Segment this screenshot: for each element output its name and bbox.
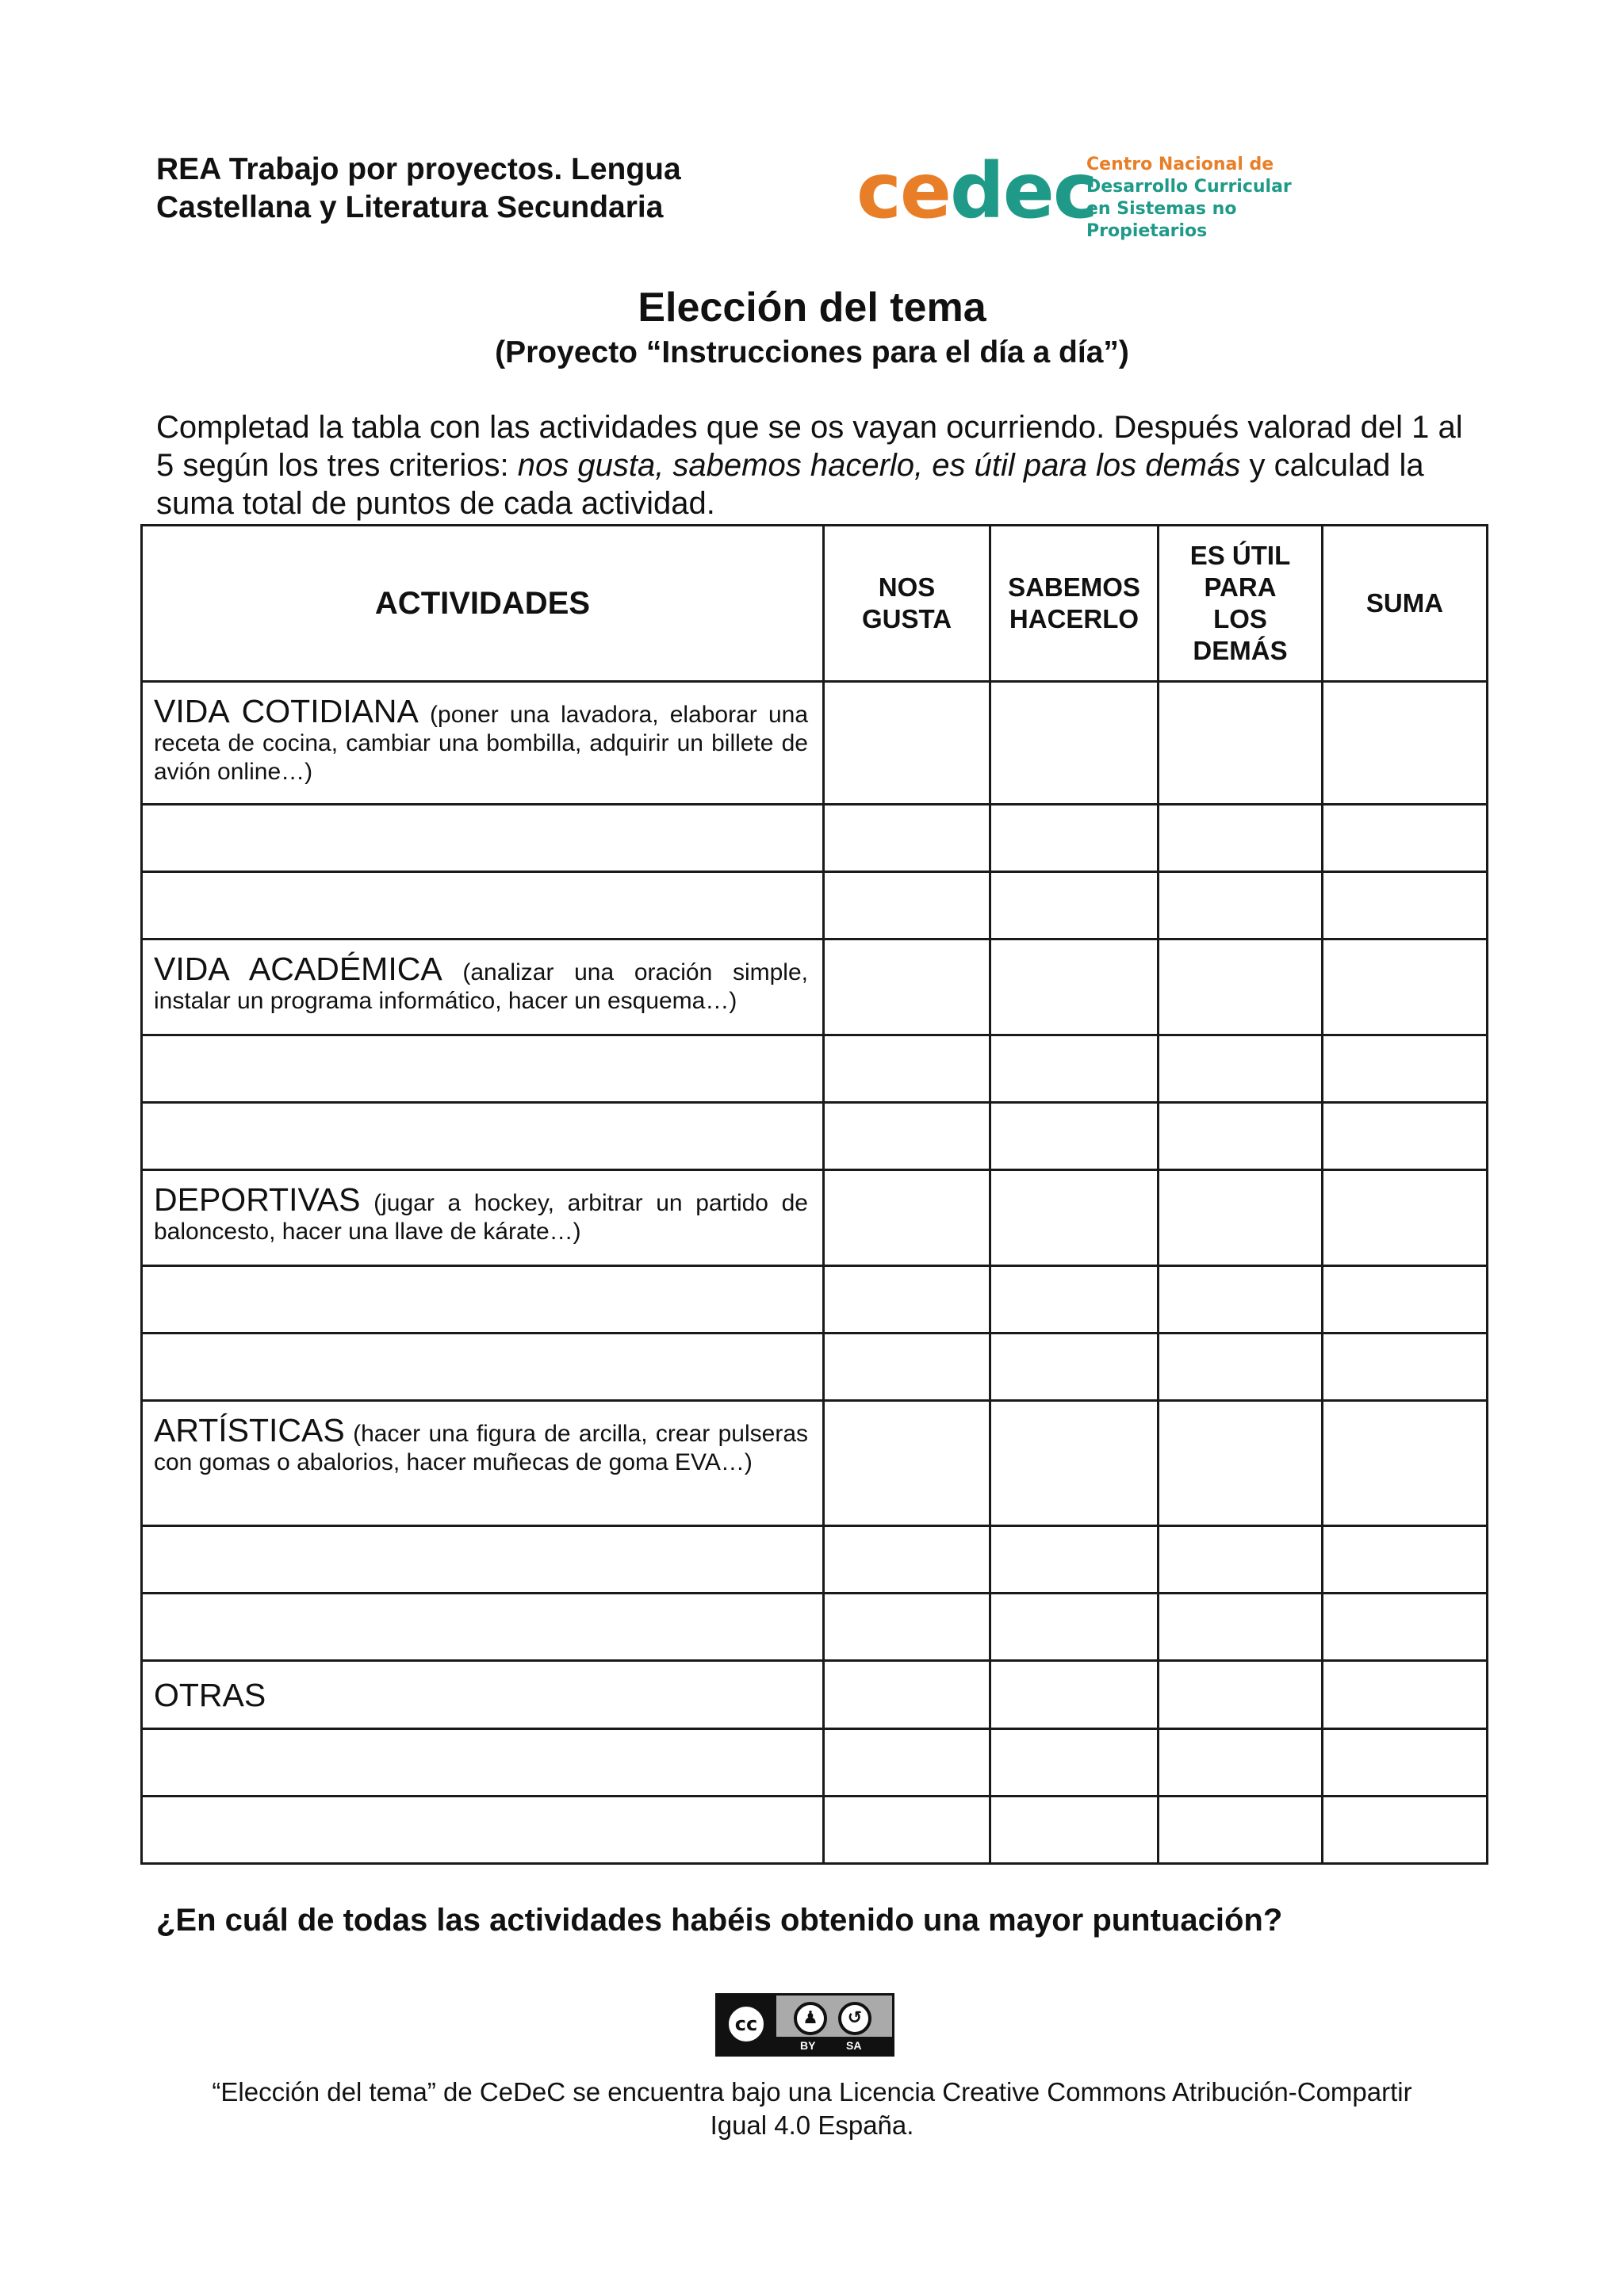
cc-icon: cc [726, 2003, 767, 2045]
score-cell[interactable] [824, 682, 990, 805]
score-cell[interactable] [1159, 939, 1323, 1035]
cc-badge-strip [776, 2037, 892, 2054]
cc-by-label: BY [800, 2039, 816, 2052]
header-title-line2: Castellana y Literatura Secundaria [156, 190, 664, 224]
score-cell[interactable] [990, 1170, 1159, 1266]
cc-sa-label: SA [846, 2039, 862, 2052]
score-cell[interactable] [1159, 1661, 1323, 1729]
license-footer [159, 2076, 1465, 2142]
question-text: ¿En cuál de todas las actividades habéis obtenido una mayor puntuación? [156, 1903, 1283, 1938]
score-cell[interactable] [1159, 1401, 1323, 1526]
activity-entry-cell[interactable] [142, 1266, 824, 1334]
table-row [142, 1266, 1488, 1334]
header-title-line1: REA Trabajo por proyectos. Lengua [156, 152, 681, 186]
score-cell[interactable] [990, 1661, 1159, 1729]
score-cell[interactable] [990, 872, 1159, 939]
instructions-text-after: y calculad la suma total de puntos de cada actividad. [156, 448, 1424, 521]
score-cell[interactable] [990, 1526, 1159, 1594]
score-cell[interactable] [990, 1334, 1159, 1401]
category-name-cotidiana: VIDA COTIDIANA [154, 693, 419, 729]
score-cell[interactable] [990, 939, 1159, 1035]
category-cell-deportivas [142, 1170, 824, 1266]
score-cell[interactable] [824, 1526, 990, 1594]
sum-cell[interactable] [1323, 1661, 1488, 1729]
sum-cell[interactable] [1323, 1170, 1488, 1266]
activity-entry-cell[interactable] [142, 1526, 824, 1594]
sum-cell[interactable] [1323, 1526, 1488, 1594]
table-header-row [142, 526, 1488, 682]
table-row [142, 1526, 1488, 1594]
table-row [142, 1103, 1488, 1170]
instructions-text-before: Completad la tabla con las actividades que se os vayan ocurriendo. Después valorad del 1 al 5 según los tres criterios: [156, 410, 1463, 483]
table-row [142, 872, 1488, 939]
score-cell[interactable] [990, 805, 1159, 872]
cedec-logo-word [856, 147, 1097, 235]
activities-table [140, 524, 1488, 1865]
sum-cell[interactable] [1323, 1797, 1488, 1864]
score-cell[interactable] [824, 1170, 990, 1266]
category-desc-deportivas: (jugar a hockey, arbitrar un partido de baloncesto, hacer una llave de kárate…) [154, 1190, 808, 1245]
score-cell[interactable] [824, 939, 990, 1035]
header-es-util [1159, 526, 1323, 682]
score-cell[interactable] [990, 1103, 1159, 1170]
header-activities: ACTIVIDADES [142, 526, 824, 682]
category-cell-cotidiana [142, 682, 824, 805]
category-name-deportivas: DEPORTIVAS [154, 1181, 361, 1218]
category-desc-cotidiana: (poner una lavadora, elaborar una receta de cocina, cambiar una bombilla, adquirir un billete de avión online…) [154, 702, 809, 785]
sum-cell[interactable] [1323, 1103, 1488, 1170]
header-util-line3: LOS [1213, 604, 1267, 633]
category-desc-artisticas: (hacer una figura de arcilla, crear pulseras con gomas o abalorios, hacer muñecas de goma EVA…) [154, 1421, 808, 1475]
category-cell-artisticas [142, 1401, 824, 1526]
header-nos-gusta-line2: GUSTA [861, 604, 952, 633]
table-row [142, 1797, 1488, 1864]
score-cell[interactable] [1159, 805, 1323, 872]
score-cell[interactable] [1159, 1594, 1323, 1661]
score-cell[interactable] [1159, 682, 1323, 805]
sum-cell[interactable] [1323, 872, 1488, 939]
header-sabemos-line2: HACERLO [1009, 604, 1139, 633]
header-util-line1: ES ÚTIL [1189, 541, 1291, 570]
activity-entry-cell[interactable] [142, 1103, 824, 1170]
attribution-icon: ♟ [794, 2002, 827, 2035]
table-row-category-deportivas [142, 1170, 1488, 1266]
score-cell[interactable] [824, 1797, 990, 1864]
license-footer-line1: “Elección del tema” de CeDeC se encuentra bajo una Licencia Creative Commons Atribución-Compartir [212, 2077, 1412, 2107]
activity-entry-cell[interactable] [142, 872, 824, 939]
score-cell[interactable] [824, 1401, 990, 1526]
share-alike-icon: ↺ [838, 2002, 871, 2035]
category-cell-academica [142, 939, 824, 1035]
category-name-artisticas: ARTÍSTICAS [154, 1412, 345, 1448]
table-row [142, 805, 1488, 872]
activity-entry-cell[interactable] [142, 805, 824, 872]
activity-entry-cell[interactable] [142, 1797, 824, 1864]
license-footer-line2: Igual 4.0 España. [710, 2110, 914, 2140]
page-title: Elección del tema [638, 285, 986, 331]
cc-by-sa-license-badge[interactable] [715, 1993, 894, 2057]
activity-entry-cell[interactable] [142, 1594, 824, 1661]
logo-tagline-line1: Centro Nacional de [1086, 155, 1274, 174]
sum-cell[interactable] [1323, 805, 1488, 872]
category-desc-academica: (analizar una oración simple, instalar un programa informático, hacer un esquema…) [154, 959, 808, 1014]
table-row [142, 1334, 1488, 1401]
score-cell[interactable] [990, 1035, 1159, 1103]
sum-cell[interactable] [1323, 682, 1488, 805]
score-cell[interactable] [1159, 1526, 1323, 1594]
table-row [142, 1594, 1488, 1661]
score-cell[interactable] [990, 1797, 1159, 1864]
logo-word-part1: ce [856, 147, 951, 235]
cedec-logo [856, 147, 1332, 241]
sum-cell[interactable] [1323, 1334, 1488, 1401]
activity-entry-cell[interactable] [142, 1035, 824, 1103]
score-cell[interactable] [1159, 1035, 1323, 1103]
score-cell[interactable] [824, 1103, 990, 1170]
score-cell[interactable] [824, 1661, 990, 1729]
score-cell[interactable] [990, 682, 1159, 805]
score-cell[interactable] [824, 1729, 990, 1797]
logo-tagline-line3: en Sistemas no Propietarios [1086, 199, 1237, 241]
table-row-category-artisticas [142, 1401, 1488, 1526]
score-cell[interactable] [824, 1334, 990, 1401]
cedec-logo-tagline [1086, 154, 1340, 243]
page-subtitle: (Proyecto “Instrucciones para el día a día”) [495, 335, 1129, 369]
sum-cell[interactable] [1323, 1594, 1488, 1661]
score-cell[interactable] [1159, 1266, 1323, 1334]
score-cell[interactable] [990, 1401, 1159, 1526]
header-sabemos-hacerlo [990, 526, 1159, 682]
header-sabemos-line1: SABEMOS [1008, 572, 1140, 602]
sum-cell[interactable] [1323, 1266, 1488, 1334]
score-cell[interactable] [990, 1266, 1159, 1334]
score-cell[interactable] [1159, 1334, 1323, 1401]
score-cell[interactable] [824, 872, 990, 939]
header-title [156, 151, 759, 227]
score-cell[interactable] [1159, 1797, 1323, 1864]
header-util-line4: DEMÁS [1193, 636, 1288, 665]
score-cell[interactable] [824, 1594, 990, 1661]
table-row-category-otras [142, 1661, 1488, 1729]
sum-cell[interactable] [1323, 939, 1488, 1035]
score-cell[interactable] [824, 805, 990, 872]
header-util-line2: PARA [1204, 572, 1277, 602]
sum-cell[interactable] [1323, 1401, 1488, 1526]
score-cell[interactable] [990, 1729, 1159, 1797]
table-row [142, 1729, 1488, 1797]
score-cell[interactable] [824, 1266, 990, 1334]
header-suma: SUMA [1323, 526, 1488, 682]
logo-tagline-line2: Desarrollo Curricular [1086, 177, 1292, 197]
score-cell[interactable] [990, 1594, 1159, 1661]
table-row-category-academica [142, 939, 1488, 1035]
score-cell[interactable] [1159, 1170, 1323, 1266]
instructions-criteria: nos gusta, sabemos hacerlo, es útil para los demás [517, 448, 1241, 483]
header-nos-gusta-line1: NOS [878, 572, 936, 602]
sum-cell[interactable] [1323, 1035, 1488, 1103]
header-nos-gusta [824, 526, 990, 682]
activity-entry-cell[interactable] [142, 1729, 824, 1797]
score-cell[interactable] [1159, 1103, 1323, 1170]
table-row [142, 1035, 1488, 1103]
sum-cell[interactable] [1323, 1729, 1488, 1797]
score-cell[interactable] [824, 1035, 990, 1103]
instructions [156, 408, 1480, 522]
table-row-category-cotidiana [142, 682, 1488, 805]
score-cell[interactable] [1159, 1729, 1323, 1797]
category-name-otras: OTRAS [142, 1661, 824, 1729]
logo-word-part2: dec [950, 147, 1097, 235]
category-name-academica: VIDA ACADÉMICA [154, 951, 442, 987]
cc-badge-left-block [718, 1996, 776, 2054]
activity-entry-cell[interactable] [142, 1334, 824, 1401]
score-cell[interactable] [1159, 872, 1323, 939]
